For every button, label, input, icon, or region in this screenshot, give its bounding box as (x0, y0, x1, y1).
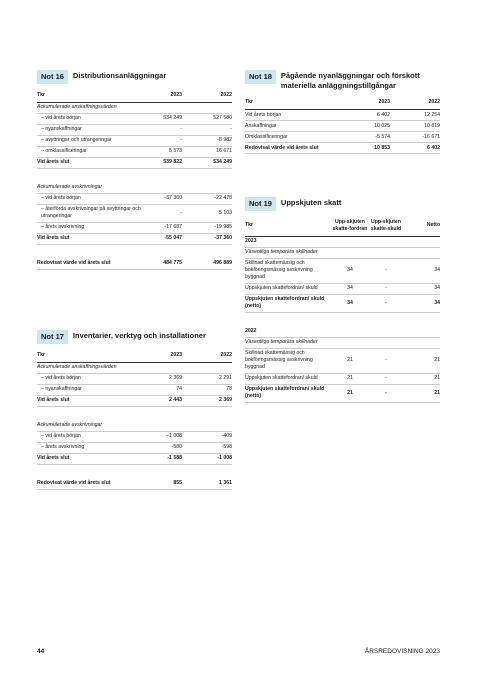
table-row (37, 124, 232, 135)
value-2022: 2 291 (182, 373, 232, 384)
table-row (245, 247, 440, 258)
col-tkr: Tkr (245, 217, 332, 237)
row-label: – nyanskaffningar (37, 124, 144, 135)
note-badge: Not 17 (37, 330, 68, 344)
row-label: Redovisat värde vid årets slut (245, 143, 352, 154)
table-row (245, 143, 440, 154)
value-netto: 21 (404, 348, 440, 373)
value-2022 (182, 102, 232, 113)
col-2023: 2023 (144, 350, 182, 363)
report-title: ÅRSREDOVISNING 2023 (364, 648, 440, 655)
note-17-table (37, 350, 232, 490)
value-netto: 34 (404, 294, 440, 312)
row-label: Uppskjuten skattefordran/ skuld (netto) (245, 294, 332, 312)
year-label: 2023 (245, 236, 440, 247)
table-row (37, 421, 232, 432)
row-label: – vid årets början (37, 431, 144, 442)
table-row (37, 183, 232, 194)
value-skuld: - (368, 283, 404, 294)
value-2022: 5 103 (182, 204, 232, 222)
table-header-row (245, 97, 440, 110)
table-row (245, 337, 440, 348)
row-label: – årets avskrivning (37, 442, 144, 453)
table-row (245, 110, 440, 121)
table-row (37, 395, 232, 406)
total-2022: 496 889 (182, 259, 232, 270)
col-skuld: Upp-skjuten skatte-skuld (368, 217, 404, 237)
total-row (37, 479, 232, 490)
table-row (37, 146, 232, 157)
row-label: – årets avskrivning (37, 222, 144, 233)
table-row (245, 384, 440, 402)
table-row (37, 384, 232, 395)
value-netto (404, 337, 440, 348)
row-label: Skillnad skattemässig och bokföringsmässig avskrivning byggnad (245, 348, 332, 373)
note-18-table (245, 97, 440, 154)
value-netto: 34 (404, 258, 440, 283)
value-netto: 21 (404, 384, 440, 402)
note-title: Inventarier, verktyg och installationer (72, 331, 206, 340)
value-2022: 2 369 (182, 395, 232, 406)
value-2022: 78 (182, 384, 232, 395)
row-label: Omklassificeringar (245, 132, 352, 143)
row-label: Vid årets slut (37, 395, 144, 406)
value-skuld: - (368, 384, 404, 402)
col-tkr: Tkr (37, 90, 144, 103)
table-header-row (37, 90, 232, 103)
total-row (37, 259, 232, 270)
table-row (37, 204, 232, 222)
total-label: Redovisat värde vid årets slut (37, 259, 144, 270)
value-2022: -22 478 (182, 193, 232, 204)
table-row (245, 258, 440, 283)
value-2023: - (144, 204, 182, 222)
row-label: Väsentliga temporära skillnader (245, 337, 332, 348)
table-row (37, 113, 232, 124)
col-netto: Netto (404, 217, 440, 237)
table-row (37, 453, 232, 464)
row-label: Ackumulerade avskrivningar (37, 421, 144, 432)
value-2022: -8 982 (182, 135, 232, 146)
total-2023: 855 (144, 479, 182, 490)
value-2022: -19 985 (182, 222, 232, 233)
value-skuld (368, 247, 404, 258)
value-2023: -1 588 (144, 453, 182, 464)
note-16 (37, 70, 232, 270)
value-fordran: 34 (332, 294, 368, 312)
col-tkr: Tkr (245, 97, 352, 110)
value-2022: -16 671 (390, 132, 440, 143)
row-label: Ackumulerade avskrivningar (37, 183, 144, 194)
value-2023 (144, 102, 182, 113)
row-label: – vid årets början (37, 113, 144, 124)
total-label: Redovisat värde vid årets slut (37, 479, 144, 490)
row-label: Uppskjuten skattefordran/ skuld (netto) (245, 384, 332, 402)
table-header-row (37, 350, 232, 363)
value-netto: 21 (404, 373, 440, 384)
row-label: Uppskjuten skattefordran/ skuld (245, 373, 332, 384)
row-label: – omklassificeringar (37, 146, 144, 157)
value-netto: 34 (404, 283, 440, 294)
col-2022: 2022 (182, 350, 232, 363)
value-2022: 534 249 (182, 157, 232, 168)
total-2023: 484 775 (144, 259, 182, 270)
col-2022: 2022 (182, 90, 232, 103)
value-2023: -580 (144, 442, 182, 453)
value-2022: 10 819 (390, 121, 440, 132)
col-2022: 2022 (390, 97, 440, 110)
year-row (245, 236, 440, 247)
value-skuld (368, 337, 404, 348)
value-fordran: 21 (332, 373, 368, 384)
value-2023: -17 687 (144, 222, 182, 233)
note-17 (37, 330, 232, 490)
table-row (245, 121, 440, 132)
value-2023: -55 047 (144, 233, 182, 244)
value-2022: 6 402 (390, 143, 440, 154)
note-title: Pågående nyanläggningar och förskott materiella anläggningstillgångar (280, 71, 420, 90)
row-label: Ackumulerade anskaffningsvärden (37, 362, 144, 373)
table-row (37, 222, 232, 233)
row-label: Vid årets slut (37, 453, 144, 464)
note-19-table (245, 217, 440, 403)
table-row (37, 431, 232, 442)
table-row (37, 442, 232, 453)
row-label: – nyanskaffningar (37, 384, 144, 395)
note-badge: Not 18 (245, 70, 276, 84)
value-2023 (144, 362, 182, 373)
value-fordran: 21 (332, 384, 368, 402)
row-label: Skillnad skattemässig och bokföringsmässig avskrivning byggnad (245, 258, 332, 283)
row-label: Vid årets slut (37, 233, 144, 244)
value-fordran (332, 247, 368, 258)
value-2022 (182, 362, 232, 373)
note-badge: Not 16 (37, 70, 68, 84)
value-2023: 2 369 (144, 373, 182, 384)
row-label: – vid årets början (37, 193, 144, 204)
value-2023: 539 822 (144, 157, 182, 168)
col-2023: 2023 (352, 97, 390, 110)
col-tkr: Tkr (37, 350, 144, 363)
row-label: – återförda avskrivningar på avyttringar och utrangeringar (37, 204, 144, 222)
note-16-table (37, 90, 232, 270)
note-18 (245, 70, 440, 154)
row-label: – avyttringar och utrangeringar (37, 135, 144, 146)
value-fordran (332, 337, 368, 348)
row-label: Väsentliga temporära skillnader (245, 247, 332, 258)
table-row (37, 157, 232, 168)
value-2023: 5 573 (144, 146, 182, 157)
value-2023: - (144, 124, 182, 135)
value-fordran: 34 (332, 258, 368, 283)
col-2023: 2023 (144, 90, 182, 103)
value-2023: 2 443 (144, 395, 182, 406)
table-row (37, 102, 232, 113)
value-2022 (182, 421, 232, 432)
value-2022: -598 (182, 442, 232, 453)
table-header-row (245, 217, 440, 237)
table-row (245, 283, 440, 294)
table-row (245, 132, 440, 143)
page-number: 44 (37, 648, 45, 655)
year-row (245, 327, 440, 338)
value-2022: -1 008 (182, 453, 232, 464)
row-label: Vid årets slut (37, 157, 144, 168)
table-row (37, 362, 232, 373)
value-2022 (182, 183, 232, 194)
row-label: Ackumulerade anskaffningsvärden (37, 102, 144, 113)
value-2022: 527 580 (182, 113, 232, 124)
value-2023: -37 360 (144, 193, 182, 204)
value-2023: -5 574 (352, 132, 390, 143)
note-title: Distributionsanläggningar (72, 71, 167, 80)
row-label: Anskaffningar (245, 121, 352, 132)
row-label: Vid årets början (245, 110, 352, 121)
value-2023: 10 853 (352, 143, 390, 154)
value-fordran: 21 (332, 348, 368, 373)
value-skuld: - (368, 348, 404, 373)
value-skuld: - (368, 258, 404, 283)
table-row (37, 373, 232, 384)
value-2023: –1 008 (144, 431, 182, 442)
col-fordran: Upp-skjuten skatte-fordran (332, 217, 368, 237)
value-netto (404, 247, 440, 258)
table-row (37, 233, 232, 244)
value-fordran: 34 (332, 283, 368, 294)
value-2023: - (144, 135, 182, 146)
value-2023 (144, 421, 182, 432)
value-2022: 12 254 (390, 110, 440, 121)
note-title: Uppskjuten skatt (280, 198, 342, 207)
row-label: Uppskjuten skattefordran/ skuld (245, 283, 332, 294)
year-label: 2022 (245, 327, 440, 338)
value-2022: -409 (182, 431, 232, 442)
table-row (37, 193, 232, 204)
table-row (37, 135, 232, 146)
note-badge: Not 19 (245, 197, 276, 211)
value-skuld: - (368, 373, 404, 384)
value-2023: 6 402 (352, 110, 390, 121)
value-2022: 16 671 (182, 146, 232, 157)
row-label: – vid årets början (37, 373, 144, 384)
value-2023: 74 (144, 384, 182, 395)
value-2022: -37 360 (182, 233, 232, 244)
value-2023 (144, 183, 182, 194)
value-2023: 10 025 (352, 121, 390, 132)
total-2022: 1 361 (182, 479, 232, 490)
table-row (245, 294, 440, 312)
value-2023: 534 249 (144, 113, 182, 124)
value-2022: - (182, 124, 232, 135)
table-row (245, 373, 440, 384)
value-skuld: - (368, 294, 404, 312)
table-row (245, 348, 440, 373)
note-19 (245, 197, 440, 403)
